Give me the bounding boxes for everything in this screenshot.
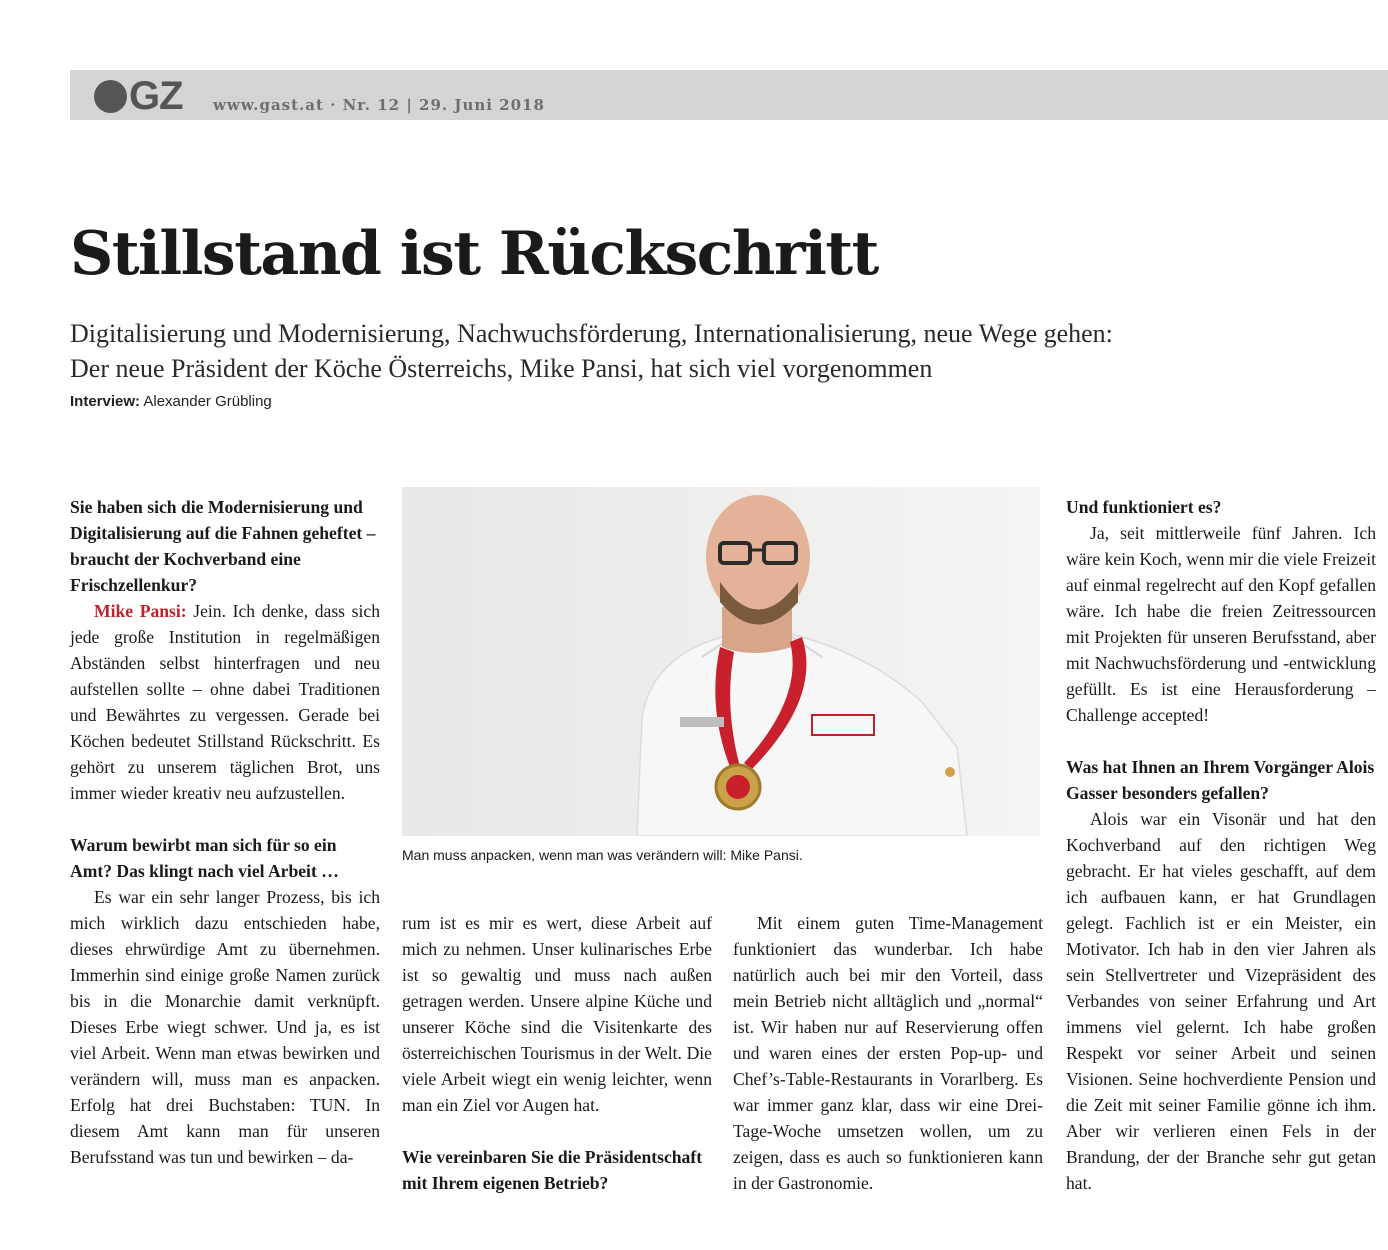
- answer-text: Jein. Ich denke, dass sich jede große Institution in regelmäßigen Abständen selbst hinterfragen und neu aufstellen sollte – ohne dabei Traditionen und Bewährtes zu vergessen. Gerade bei Köchen bedeutet Stillstand Rückschritt. Es gehört zu unserem täglichen Brot, uns immer wieder kreativ neu aufzustellen.: [70, 601, 380, 803]
- question-heading: Sie haben sich die Modernisierung und Digitalisierung auf die Fahnen geheftet – braucht der Kochverband eine Frischzellenkur?: [70, 497, 376, 595]
- answer-paragraph: Ja, seit mittlerweile fünf Jahren. Ich wäre kein Koch, wenn mir die viele Freizeit auf einmal regelrecht auf den Kopf gefallen wäre. Ich habe die freien Zeitressourcen mit Projekten für unseren Berufsstand, aber mit Nachwuchsförderung und -entwicklung gefüllt. Es ist eine Herausforderung – Challenge accepted!: [1066, 523, 1376, 725]
- subhead-line: Digitalisierung und Modernisierung, Nachwuchsförderung, Internationalisierung, neue Wege gehen:: [70, 319, 1113, 348]
- column-4: [1066, 494, 1376, 1196]
- portrait-illustration: [402, 487, 1040, 836]
- byline: [70, 393, 272, 411]
- portrait-photo: [402, 487, 1040, 836]
- headline: Stillstand ist Rückschritt: [70, 219, 878, 289]
- answer-paragraph: Mit einem guten Time-Management funktioniert das wunderbar. Ich habe natürlich auch bei mir den Vorteil, dass mein Betrieb nicht alltäglich und „normal“ ist. Wir haben nur auf Reservierung offen und waren eines der ersten Pop-up- und Chef’s-Table-Restaurants in Vorarlberg. Es war immer ganz klar, dass wir eine Drei-Tage-Woche umsetzen wollen, um zu zeigen, dass es auch so funktionieren kann in der Gastronomie.: [733, 913, 1043, 1193]
- subheadline: [70, 316, 1388, 386]
- byline-name: Alexander Grübling: [140, 393, 272, 410]
- column-2: [402, 910, 712, 1196]
- column-1: [70, 494, 380, 1170]
- speaker-name: Mike Pansi:: [94, 601, 187, 621]
- column-3: [733, 910, 1043, 1196]
- answer-paragraph: Alois war ein Visonär und hat den Kochverband auf den richtigen Weg gebracht. Er hat vieles geschafft, auf dem ich aufbauen kann, er hat Grundlagen gelegt. Fachlich ist er ein Meister, ein Motivator. Ich hab in den vier Jahren als sein Stellvertreter und Vizepräsident des Verbandes von seiner Erfahrung und Art immens viel gelernt. Ich habe großen Respekt vor seiner Arbeit und seinen Visionen. Seine hochverdiente Pension und die Zeit mit seiner Familie gönne ich ihm. Aber wir verlieren einen Fels in der Brandung, der der Branche sehr gut getan hat.: [1066, 809, 1376, 1193]
- answer-paragraph: rum ist es mir es wert, diese Arbeit auf mich zu nehmen. Unser kulinarisches Erbe ist so gewaltig und muss nach außen getragen werden. Unsere alpine Küche und unserer Köche sind die Visitenkarte des österreichischen Tourismus in der Welt. Die viele Arbeit wiegt ein wenig leichter, wenn man ein Ziel vor Augen hat.: [402, 913, 712, 1115]
- answer-paragraph: Es war ein sehr langer Prozess, bis ich mich wirklich dazu entschieden habe, dieses ehrwürdige Amt zu übernehmen. Immerhin sind einige große Namen zurück bis in die Monarchie damit verknüpft. Dieses Erbe wiegt schwer. Und ja, es ist viel Arbeit. Wenn man etwas bewirken und verändern will, muss man es anpacken. Erfolg hat drei Buchstaben: TUN. In diesem Amt kann man für unseren Berufsstand was tun und bewirken – da-: [70, 887, 380, 1167]
- subhead-line: Der neue Präsident der Köche Österreichs, Mike Pansi, hat sich viel vorgenommen: [70, 354, 933, 383]
- question-heading: Wie vereinbaren Sie die Präsidentschaft mit Ihrem eigenen Betrieb?: [402, 1147, 703, 1193]
- logo-mark-icon: [94, 80, 127, 113]
- question-heading: Und funktioniert es?: [1066, 497, 1222, 517]
- logo-text: GZ: [129, 74, 183, 118]
- answer-paragraph: [70, 598, 380, 806]
- byline-label: Interview:: [70, 393, 141, 410]
- photo-caption: Man muss anpacken, wenn man was verändern will: Mike Pansi.: [402, 847, 803, 863]
- issue-meta: www.gast.at · Nr. 12 | 29. Juni 2018: [213, 96, 545, 114]
- question-heading: Was hat Ihnen an Ihrem Vorgänger Alois Gasser besonders gefallen?: [1066, 757, 1375, 803]
- question-heading: Warum bewirbt man sich für so ein Amt? Das klingt nach viel Arbeit …: [70, 835, 339, 881]
